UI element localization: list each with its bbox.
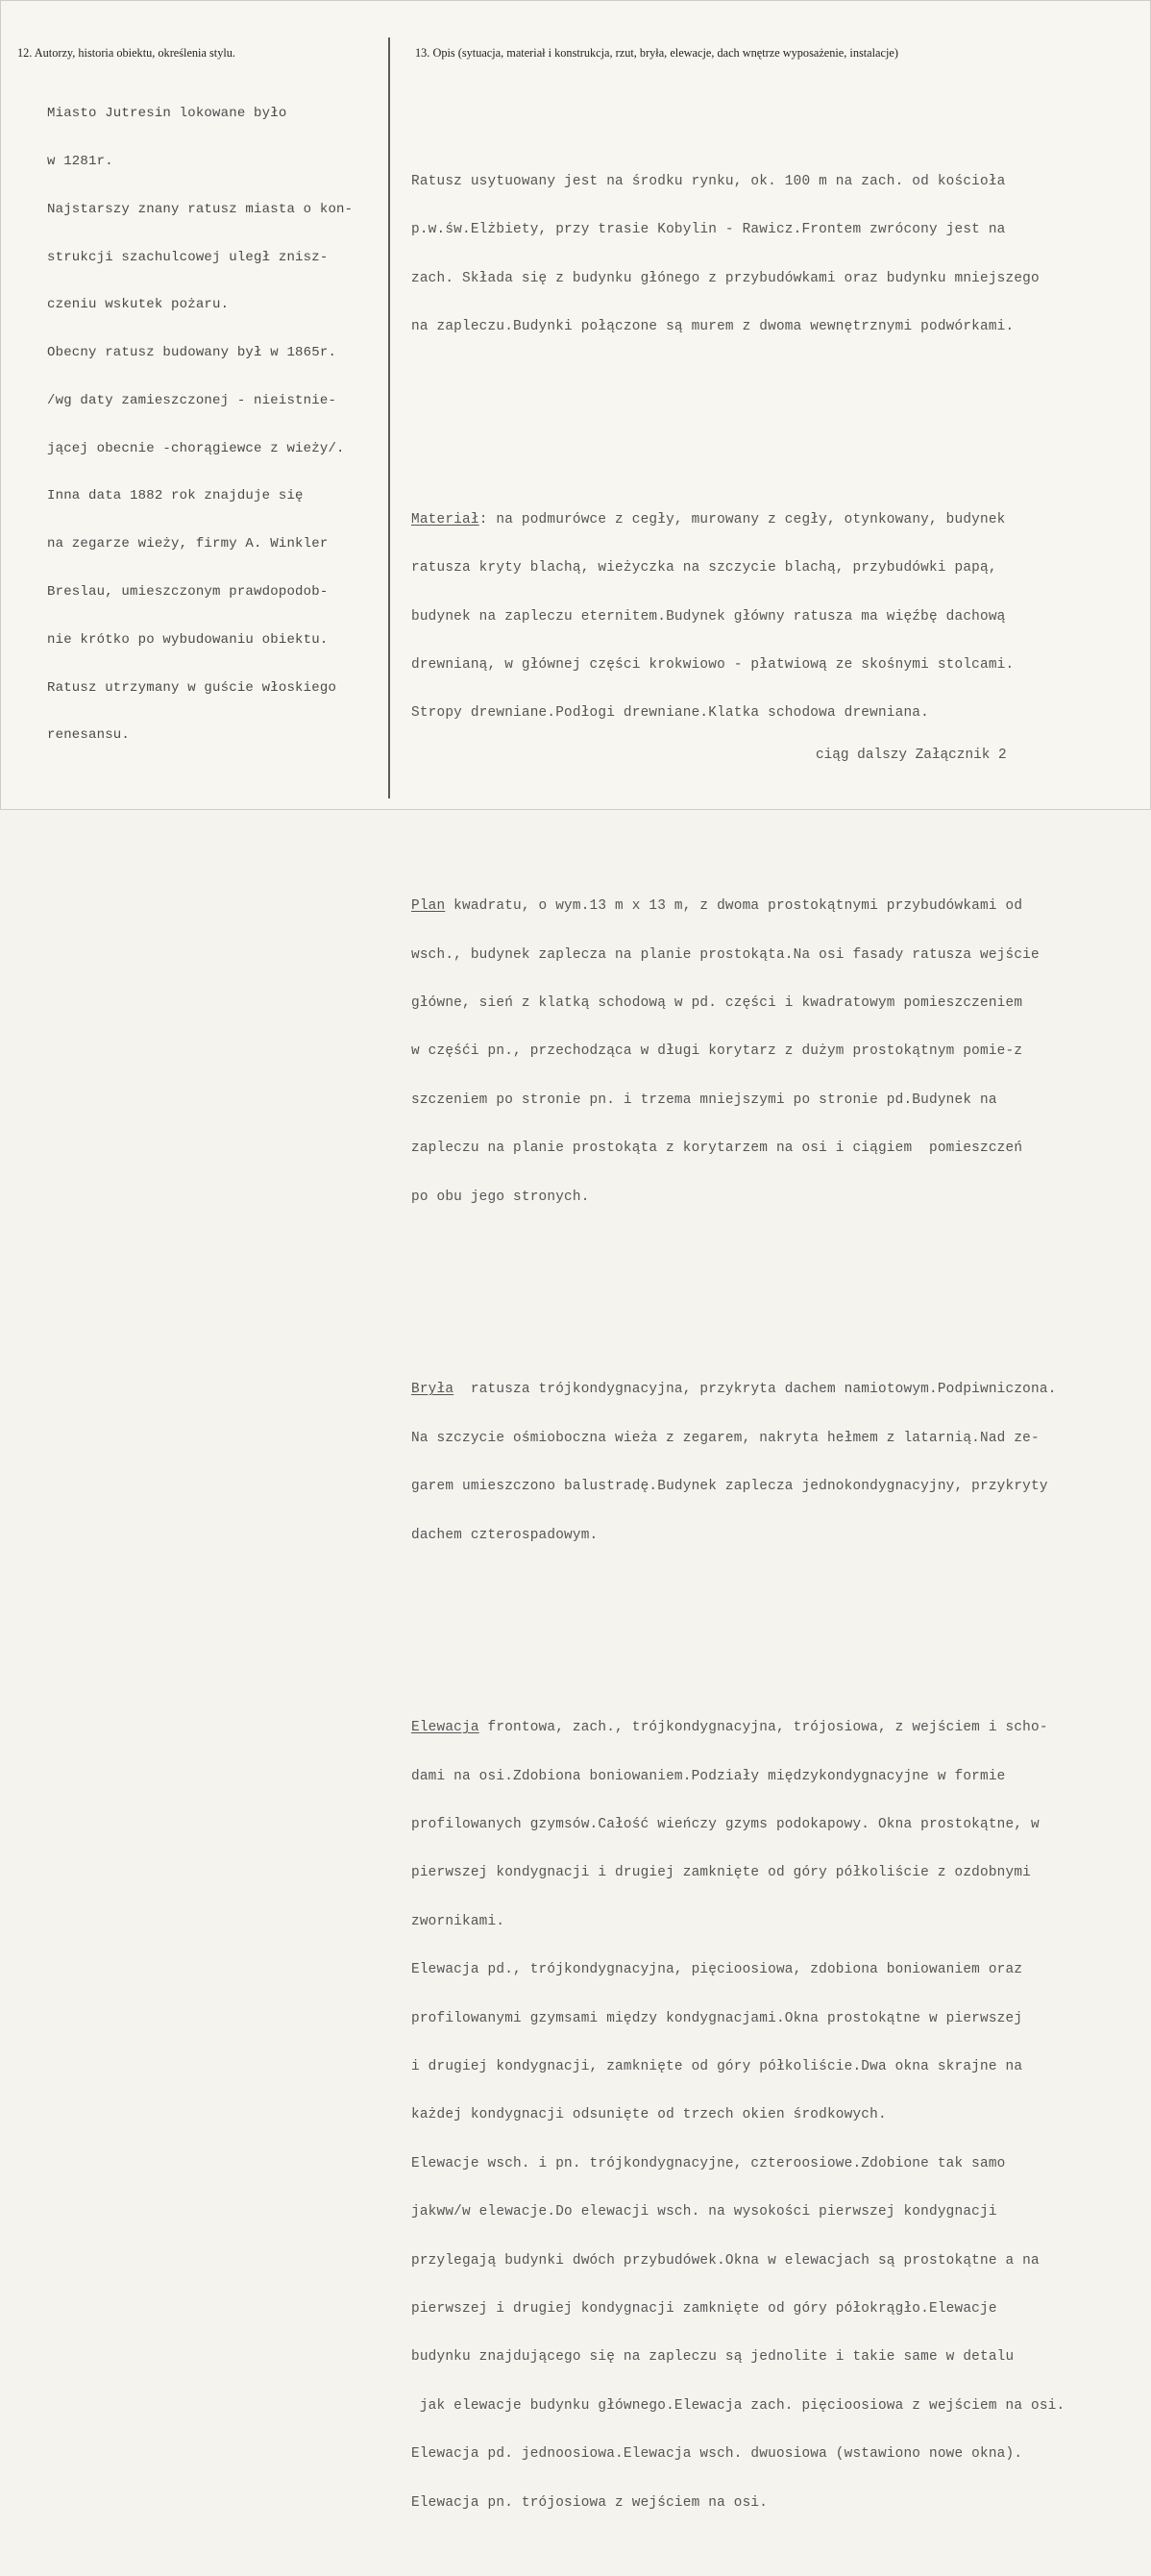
description-line: każdej kondygnacji odsunięte od trzech okien środkowych. — [411, 2107, 887, 2123]
elevation-heading: Elewacja — [411, 1720, 479, 1736]
plan-heading: Plan — [411, 898, 446, 915]
description-line: profilowanych gzymsów.Całość wieńczy gzyms podokapowy. Okna prostokątne, w — [411, 1817, 1040, 1833]
description-line: główne, sień z klatką schodową w pd. części i kwadratowym pomieszczeniem — [411, 995, 1023, 1012]
description-line: ratusza kryty blachą, wieżyczka na szczycie blachą, przybudówki papą, — [411, 560, 997, 577]
history-line: czeniu wskutek pożaru. — [47, 297, 230, 313]
history-line: Najstarszy znany ratusz miasta o kon- — [47, 201, 354, 217]
paragraph-material — [411, 479, 1065, 754]
description-line: Stropy drewniane.Podłogi drewniane.Klatka schodowa drewniana. — [411, 705, 929, 722]
description-line: profilowanymi gzymsami między kondygnacjami.Okna prostokątne w pierwszej — [411, 2010, 1023, 2026]
description-line: Ratusz usytuowany jest na środku rynku, ok. 100 m na zach. od kościoła — [411, 173, 1006, 189]
description-line: Elewacje wsch. i pn. trójkondygnacyjne, czteroosiowe.Zdobione tak samo — [411, 2155, 1006, 2171]
description-line: jak elewacje budynku głównego.Elewacja zach. pięcioosiowa z wejściem na osi. — [411, 2397, 1065, 2414]
history-line: Inna data 1882 rok znajduje się — [47, 488, 304, 504]
section-13-header: 13. Opis (sytuacja, materiał i konstrukcja, rzut, bryła, elewacje, dach wnętrze wyposażenie, instalacje) — [415, 46, 898, 60]
material-heading: Materiał — [411, 511, 479, 527]
description-line: zapleczu na planie prostokąta z korytarzem na osi i ciągiem pomieszczeń — [411, 1141, 1023, 1157]
description-line: na zapleczu.Budynki połączone są murem z dwoma wewnętrznymi podwórkami. — [411, 319, 1015, 335]
description-line: Na szczycie ośmioboczna wieża z zegarem, nakryta hełmem z latarnią.Nad ze- — [411, 1430, 1040, 1446]
paragraph-elevations — [411, 1688, 1065, 2543]
history-line: nie krótko po wybudowaniu obiektu. — [47, 631, 329, 648]
massing-heading: Bryła — [411, 1382, 454, 1398]
description-line: p.w.św.Elżbiety, przy trasie Kobylin - Rawicz.Frontem zwrócony jest na — [411, 222, 1006, 238]
description-line: przylegają budynki dwóch przybudówek.Okna w elewacjach są prostokątne a na — [411, 2252, 1040, 2269]
paragraph-location — [411, 141, 1065, 367]
description-text — [411, 93, 1065, 2576]
description-line: i drugiej kondygnacji, zamknięte od góry półkoliście.Dwa okna skrajne na — [411, 2059, 1023, 2075]
description-line: Elewacja pd. jednoosiowa.Elewacja wsch. dwuosiowa (wstawiono nowe okna). — [411, 2446, 1023, 2463]
description-line: drewnianą, w głównej części krokwiowo - płatwiową ze skośnymi stolcami. — [411, 657, 1015, 674]
history-line: jącej obecnie -chorągiewce z wieży/. — [47, 440, 345, 456]
column-divider — [388, 37, 390, 798]
history-line: w 1281r. — [47, 153, 113, 169]
description-line: garem umieszczono balustradę.Budynek zaplecza jednokondygnacyjny, przykryty — [411, 1479, 1048, 1495]
description-line: dachem czterospadowym. — [411, 1527, 599, 1543]
description-line: ratusza trójkondygnacyjna, przykryta dachem namiotowym.Podpiwniczona. — [453, 1382, 1057, 1398]
history-line: Ratusz utrzymany w guście włoskiego — [47, 679, 337, 696]
description-line: jakww/w elewacje.Do elewacji wsch. na wysokości pierwszej kondygnacji — [411, 2204, 997, 2220]
description-line: pierwszej i drugiej kondygnacji zamknięte od góry półokrągło.Elewacje — [411, 2300, 997, 2317]
continuation-note: ciąg dalszy Załącznik 2 — [816, 748, 1007, 763]
history-line: Miasto Jutresin lokowane było — [47, 106, 287, 122]
history-text — [47, 74, 353, 775]
description-line: budynku znajdującego się na zapleczu są jednolite i takie same w detalu — [411, 2349, 1015, 2366]
paragraph-massing — [411, 1350, 1065, 1576]
description-line: Elewacja pd., trójkondygnacyjna, pięcioosiowa, zdobiona boniowaniem oraz — [411, 1962, 1023, 1978]
description-line: zach. Składa się z budynku głónego z przybudówkami oraz budynku mniejszego — [411, 270, 1040, 286]
description-line: : na podmurówce z cegły, murowany z cegły, otynkowany, budynek — [478, 511, 1006, 527]
section-12-header: 12. Autorzy, historia obiektu, określenia stylu. — [17, 46, 235, 60]
description-line: w częśći pn., przechodząca w długi korytarz z dużym prostokątnym pomie-z — [411, 1043, 1023, 1060]
description-line: budynek na zapleczu eternitem.Budynek główny ratusza ma więźbę dachową — [411, 608, 1006, 625]
paragraph-plan — [411, 867, 1065, 1238]
history-line: na zegarze wieży, firmy A. Winkler — [47, 536, 329, 552]
description-line: wsch., budynek zaplecza na planie prostokąta.Na osi fasady ratusza wejście — [411, 946, 1040, 963]
description-line: kwadratu, o wym.13 m x 13 m, z dwoma prostokątnymi przybudówkami od — [445, 898, 1023, 915]
description-line: pierwszej kondygnacji i drugiej zamknięte od góry półkoliście z ozdobnymi — [411, 1865, 1032, 1881]
description-line: Elewacja pn. trójosiowa z wejściem na osi. — [411, 2494, 769, 2511]
description-line: dami na osi.Zdobiona boniowaniem.Podziały międzykondygnacyjne w formie — [411, 1768, 1006, 1784]
description-line: po obu jego stronych. — [411, 1189, 590, 1205]
history-line: Obecny ratusz budowany był w 1865r. — [47, 345, 337, 361]
description-line: frontowa, zach., trójkondygnacyjna, trójosiowa, z wejściem i scho- — [478, 1720, 1048, 1736]
history-line: /wg daty zamieszczonej - nieistnie- — [47, 392, 337, 408]
history-line: Breslau, umieszczonym prawdopodob- — [47, 584, 329, 600]
history-line: renesansu. — [47, 727, 131, 744]
description-line: zwornikami. — [411, 1913, 505, 1929]
history-line: strukcji szachulcowej uległ znisz- — [47, 249, 329, 265]
description-line: szczeniem po stronie pn. i trzema mniejszymi po stronie pd.Budynek na — [411, 1092, 997, 1108]
